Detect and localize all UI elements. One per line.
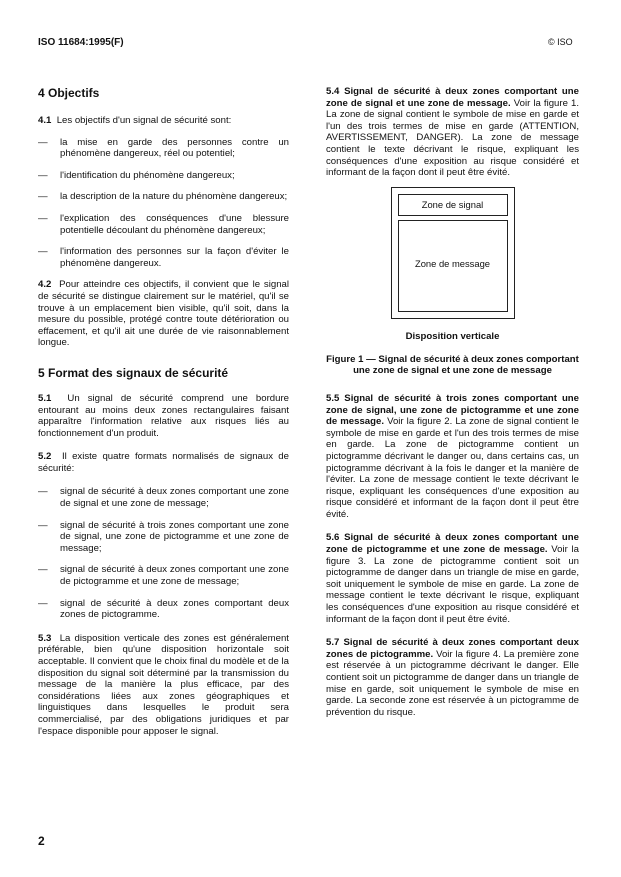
list-item: — l'identification du phénomène dangereux; xyxy=(38,169,235,181)
left-column xyxy=(38,86,289,737)
list-item: — la mise en garde des personnes contre un phénomène dangereux, réel ou potentiel; xyxy=(38,136,289,160)
page-number: 2 xyxy=(38,834,45,848)
list-item: — l'information des personnes sur la façon d'éviter le phénomène dangereux. xyxy=(38,246,289,269)
para-5-2: 5.2 Il existe quatre formats normalisés de signaux de sécurité: xyxy=(38,451,289,474)
zone-message-box: Zone de message xyxy=(398,220,508,312)
list-item: — signal de sécurité à trois zones comportant une zone de signal, une zone de pictogramme et une zone de message; xyxy=(38,519,289,554)
list-item: — la description de la nature du phénomène dangereux; xyxy=(38,191,288,203)
para-5-6: 5.6 Signal de sécurité à deux zones comportant une zone de pictogramme et une zone de message. Voir la figure 3. La zone de pictogramme contient soit un pictogramme de danger dans un triangle de mise en garde, soit uniquement le symbole de mise en garde. La zone de message contient le texte décrivant le risque, expliquant les conséquences d'une exposition au risque considéré et informant de la façon dont il peut être évité. xyxy=(326,532,579,625)
list-item: — signal de sécurité à deux zones comportant deux zones de pictogramme. xyxy=(38,597,289,621)
para-4-2: 4.2 Pour atteindre ces objectifs, il convient que le signal de sécurité se distingue clairement sur le matériel, qu'il se trouve à un emplacement bien visible, qu'il soit, dans la mesure du possible, protégé contre toute détérioration ou effacement, et qu'il ait une durée de vie raisonnablement longue. xyxy=(38,279,289,349)
figure-caption: Figure 1 — Signal de sécurité à deux zones comportant une zone de signal et une zone de message xyxy=(326,353,579,377)
document-reference: ISO 11684:1995(F) xyxy=(38,37,124,48)
para-5-3: 5.3 La disposition verticale des zones est généralement préférable, bien qu'une disposition horizontale soit acceptable. Il convient que le choix final du modèle et de la disposition du signal soit déterminé par la transmission du message de la manière la plus efficace, par des considérations liées aux zones géographiques et linguistiques dans lesquelles le produit sera commercialisé, par des obligations juridiques et par l'espace disponible pour apposer le signal. xyxy=(38,632,289,737)
section-4-title: 4 Objectifs xyxy=(38,86,100,100)
list-item: — l'explication des conséquences d'une blessure potentielle découlant du phénomène dangereux; xyxy=(38,212,289,236)
figure-sublabel: Disposition verticale xyxy=(405,330,500,342)
list-item: — signal de sécurité à deux zones comportant une zone de pictogramme et une zone de message; xyxy=(38,564,289,588)
para-5-5: 5.5 Signal de sécurité à trois zones comportant une zone de signal, une zone de pictogramme et une zone de message. Voir la figure 2. La zone de signal contient le symbole de mise en garde et l'un des trois termes de mise en garde. La zone de pictogramme contient un pictogramme décrivant le danger ou, dans certains cas, un pictogramme décrivant à la fois le danger et la manière de l'éviter. La zone de message contient le texte décrivant le risque, expliquant les conséquences d'une exposition au risque considéré et informant de la façon dont il peut être évité. xyxy=(326,392,579,520)
figure-1-diagram xyxy=(391,187,515,319)
section-5-title: 5 Format des signaux de sécurité xyxy=(38,365,229,380)
zone-signal-box: Zone de signal xyxy=(398,194,508,216)
para-4-1: 4.1 Les objectifs d'un signal de sécurité sont: xyxy=(38,115,232,126)
para-5-1: 5.1 Un signal de sécurité comprend une bordure entourant au moins deux zones rectangulaires faisant apparaître l'information relative aux risques liés au fonctionnement d'un produit. xyxy=(38,392,289,439)
para-5-7: 5.7 Signal de sécurité à deux zones comportant deux zones de pictogramme. Voir la figure 4. La première zone est réservée à un pictogramme décrivant le danger. Elle contient soit un pictogramme de danger dans un triangle de mise en garde, soit uniquement le symbole de mise en garde. La seconde zone est réservée à un pictogramme de prévention du risque. xyxy=(326,637,579,718)
para-5-4: 5.4 Signal de sécurité à deux zones comportant une zone de signal et une zone de message. Voir la figure 1. La zone de signal contient le symbole de mise en garde et l'un des trois termes de mise en garde (ATTENTION, AVERTISSEMENT, DANGER). La zone de message contient le texte décrivant le risque, expliquant les conséquences d'une exposition au risque considéré et informant de la façon dont il peut être évité. xyxy=(326,86,579,179)
copyright-mark: © ISO xyxy=(548,37,573,47)
right-column xyxy=(326,86,579,718)
list-item: — signal de sécurité à deux zones comportant une zone de signal et une zone de message; xyxy=(38,486,289,510)
